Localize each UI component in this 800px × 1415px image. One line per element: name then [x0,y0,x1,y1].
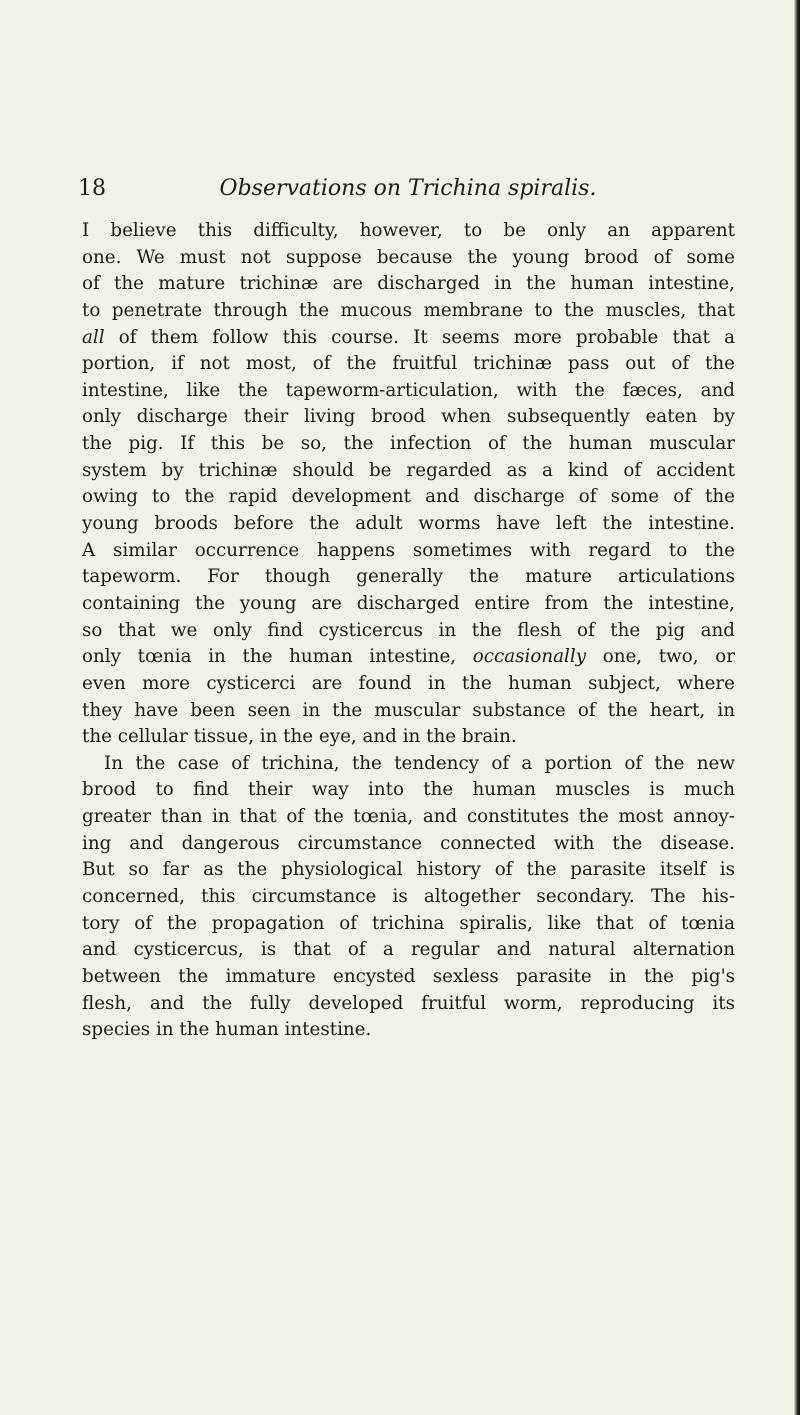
text-line: so that we only find cysticercus in the flesh of the pig and [82,619,735,641]
text-line: of the mature trichinæ are discharged in the human intestine, [82,273,735,295]
text-line: all of them follow this course. It seems more probable that a [82,326,735,348]
text-line: system by trichinæ should be regarded as a kind of accident [82,459,735,481]
page-number: 18 [78,176,106,201]
text-line: one. We must not suppose because the young brood of some [82,246,735,268]
text-line: they have been seen in the muscular substance of the heart, in [82,699,735,721]
text-line: But so far as the physiological history of the parasite itself is [82,859,735,881]
text-line: intestine, like the tapeworm-articulation, with the fæces, and [82,379,735,401]
text-line: containing the young are discharged entire from the intestine, [82,592,735,614]
text-line: ing and dangerous circumstance connected with the disease. [82,832,735,854]
text-line: to penetrate through the mucous membrane to the muscles, that [82,299,735,321]
text-line: greater than in that of the tœnia, and constitutes the most annoy- [82,806,735,828]
italic-word: all [82,326,105,348]
text-line: brood to find their way into the human muscles is much [82,779,735,801]
text-line: only discharge their living brood when subsequently eaten by [82,406,735,428]
italic-word: occasionally [472,646,587,668]
text-line: flesh, and the fully developed fruitful worm, reproducing its [82,992,735,1014]
text-line: portion, if not most, of the fruitful trichinæ pass out of the [82,353,735,375]
running-title: Observations on Trichina spiralis. [219,176,597,201]
text-line: species in the human intestine. [82,1019,372,1041]
text-line: concerned, this circumstance is altogether secondary. The his- [82,886,735,908]
text-line: In the case of trichina, the tendency of a portion of the new [104,752,735,774]
text-line: I believe this difficulty, however, to be only an apparent [82,220,735,241]
text-line: owing to the rapid development and discharge of some of the [82,486,735,508]
text-line: even more cysticerci are found in the human subject, where [82,672,735,694]
text-line: the cellular tissue, in the eye, and in the brain. [82,726,517,748]
text-line: between the immature encysted sexless parasite in the pig's [82,965,735,987]
text-line: and cysticercus, is that of a regular and natural alternation [82,939,735,961]
body-text [82,218,735,1044]
text-line: tapeworm. For though generally the mature articulations [82,566,735,588]
text-line: only tœnia in the human intestine, occasionally one, two, or [82,646,735,668]
text-line: the pig. If this be so, the infection of the human muscular [82,433,735,455]
page-header [78,176,738,210]
text-line: young broods before the adult worms have left the intestine. [82,513,735,535]
text-line: A similar occurrence happens sometimes with regard to the [82,539,735,561]
page-edge-shadow [794,0,800,1415]
text-line: tory of the propagation of trichina spiralis, like that of tœnia [82,912,735,934]
